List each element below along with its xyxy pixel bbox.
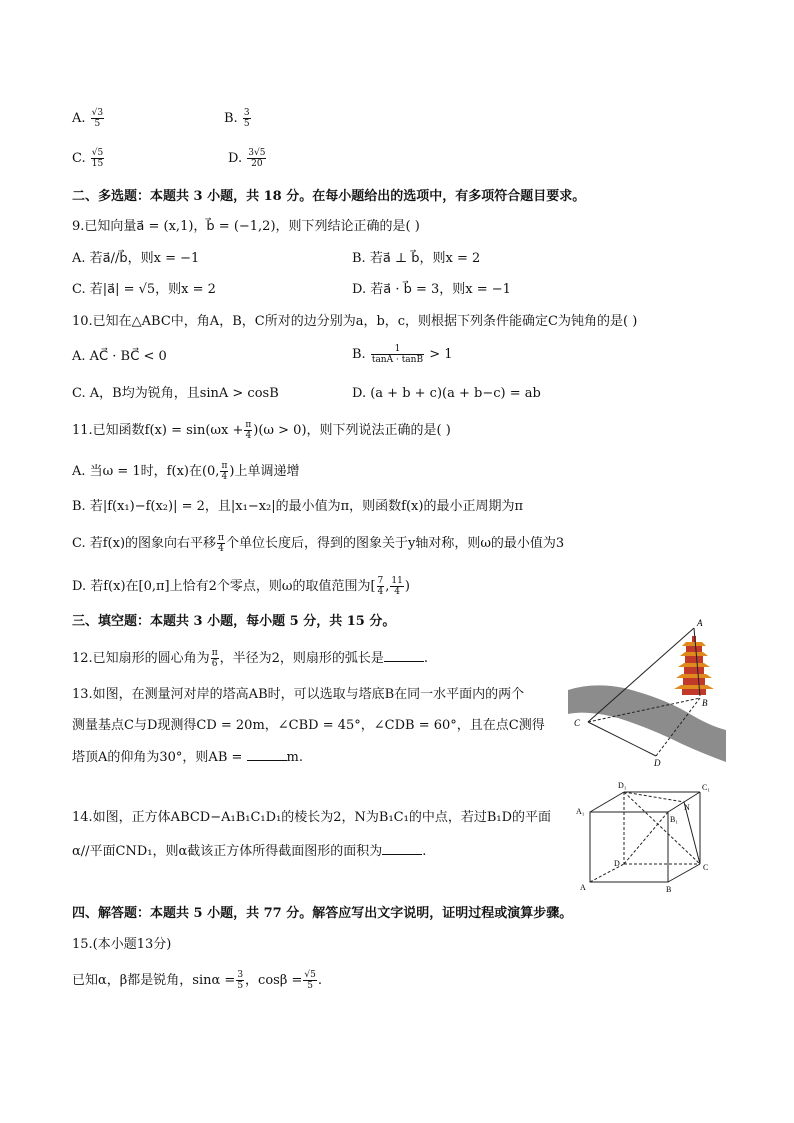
- edge-a1-d1: [590, 792, 624, 812]
- question-11-d-fraction-2: $\frac{11}{4}$: [391, 576, 403, 597]
- question-15-stem: 已知α，β都是锐角，sinα = $\frac{3}{5}$ ，cosβ = $\frac{√5}{5}$ .: [72, 970, 322, 991]
- label-c: C: [703, 863, 709, 872]
- answer-blank-14[interactable]: [382, 842, 422, 855]
- option-d-prev: D. $\frac{3√5}{20}$: [228, 148, 266, 169]
- question-9-stem: 9.已知向量a⃗ = (x,1)，b⃗ = (−1,2)，则下列结论正确的是( ): [72, 219, 420, 234]
- label-d: D: [614, 859, 620, 868]
- question-11-c-fraction: $\frac{\pi}{4}$: [218, 533, 224, 554]
- label-d: D: [654, 758, 661, 768]
- question-10-option-c: C. A，B均为锐角，且sinA > cosB: [72, 386, 279, 401]
- question-13-line-1: 13.如图，在测量河对岸的塔高AB时，可以选取与塔底B在同一水平面内的两个: [72, 687, 525, 702]
- question-14-line-2: α//平面CND₁，则α截该正方体所得截面图形的面积为 .: [72, 844, 427, 859]
- option-a-fraction: $\frac{√3}{5}$: [91, 108, 104, 129]
- cube-figure: [572, 778, 720, 896]
- section-multiple-choice-heading: 二、多选题：本题共 3 小题，共 18 分。在每小题给出的选项中，有多项符合题目要求。: [72, 189, 586, 204]
- label-a: A: [580, 883, 586, 892]
- option-c-prev: C. $\frac{√5}{15}$: [72, 148, 104, 169]
- answer-blank-13[interactable]: [247, 748, 287, 761]
- question-11-stem-fraction: $\frac{\pi}{4}$: [245, 420, 252, 441]
- question-13-line-2: 测量基点C与D现测得CD = 20m，∠CBD = 45°，∠CDB = 60°，且在点C测得: [72, 718, 545, 733]
- label-c1: C₁: [702, 783, 711, 792]
- question-12: 12.已知扇形的圆心角为 $\frac{\pi}{6}$ ，半径为2，则扇形的弧长是 .: [72, 648, 429, 669]
- label-a1: A₁: [576, 807, 585, 816]
- question-15-fraction-2: $\frac{√5}{5}$: [304, 970, 316, 991]
- option-c-fraction: $\frac{√5}{15}$: [91, 148, 104, 169]
- question-15-heading: 15.(本小题13分): [72, 937, 172, 952]
- option-b-prev: B. $\frac{3}{5}$: [224, 108, 250, 129]
- question-9-option-a: A. 若a⃗//b⃗，则x = −1: [72, 251, 200, 266]
- question-11-option-d: D. 若f(x)在[0,π]上恰有2个零点，则ω的取值范围为[ $\frac{7}{4}$ , $\frac{11}{4}$ ): [72, 576, 410, 597]
- question-15-fraction-1: $\frac{3}{5}$: [237, 970, 244, 991]
- question-10-b-fraction: $\frac{1}{\tan A \cdot \tan B}$: [371, 344, 424, 365]
- question-11-a-fraction: $\frac{\pi}{4}$: [221, 461, 228, 482]
- label-a: A: [697, 618, 703, 628]
- question-12-fraction: $\frac{\pi}{6}$: [211, 648, 218, 669]
- question-10-option-a: A. AC⃗ · BC⃗ < 0: [72, 349, 167, 364]
- label-b: B: [702, 698, 708, 708]
- label-b1: B₁: [670, 815, 679, 824]
- option-d-fraction: $\frac{3√5}{20}$: [248, 148, 266, 169]
- question-13-line-3: 塔顶A的仰角为30°，则AB = m.: [72, 750, 303, 765]
- question-11-option-a: A. 当ω = 1时，f(x)在(0, $\frac{\pi}{4}$ )上单调递增: [72, 461, 300, 482]
- question-9-option-b: B. 若a⃗ ⊥ b⃗，则x = 2: [352, 251, 481, 266]
- question-11-option-c: C. 若f(x)的图象向右平移 $\frac{\pi}{4}$ 个单位长度后，得到的图象关于y轴对称，则ω的最小值为3: [72, 533, 565, 554]
- pagoda-tower: [674, 636, 714, 695]
- question-11-stem: 11.已知函数f(x) = sin(ωx + $\frac{\pi}{4}$ )(ω > 0)，则下列说法正确的是( ): [72, 420, 451, 441]
- label-c: C: [574, 718, 581, 728]
- option-b-fraction: $\frac{3}{5}$: [243, 108, 250, 129]
- label-n: N: [684, 803, 690, 812]
- question-9-option-c: C. 若|a⃗| = √5，则x = 2: [72, 282, 216, 297]
- edge-b-c: [668, 864, 700, 882]
- question-14-line-1: 14.如图，正方体ABCD−A₁B₁C₁D₁的棱长为2，N为B₁C₁的中点，若过B₁D的平面: [72, 810, 552, 825]
- question-9-option-d: D. 若a⃗ · b⃗ = 3，则x = −1: [352, 282, 511, 297]
- section-fill-in-heading: 三、填空题：本题共 3 小题，每小题 5 分，共 15 分。: [72, 614, 396, 629]
- cube-front-face: [590, 812, 668, 882]
- option-a-prev: A. $\frac{√3}{5}$: [72, 108, 104, 129]
- question-10-option-d: D. (a + b + c)(a + b−c) = ab: [352, 386, 541, 401]
- section-solutions-heading: 四、解答题：本题共 5 小题，共 77 分。解答应写出文字说明，证明过程或演算步骤。: [72, 906, 573, 921]
- question-11-d-fraction-1: $\frac{7}{4}$: [377, 576, 384, 597]
- question-10-stem: 10.已知在△ABC中，角A，B，C所对的边分别为a，b，c，则根据下列条件能确定C为钝角的是( ): [72, 314, 638, 329]
- question-10-option-b: B. $\frac{1}{\tan A \cdot \tan B}$ > 1: [352, 344, 453, 365]
- answer-blank-12[interactable]: [384, 649, 424, 662]
- tower-measurement-figure: [564, 618, 728, 770]
- label-d1: D₁: [618, 781, 627, 790]
- line-b1-d: [624, 812, 668, 864]
- label-b: B: [666, 885, 672, 894]
- question-11-option-b: B. 若|f(x₁)−f(x₂)| = 2，且|x₁−x₂|的最小值为π，则函数f(x)的最小正周期为π: [72, 499, 524, 514]
